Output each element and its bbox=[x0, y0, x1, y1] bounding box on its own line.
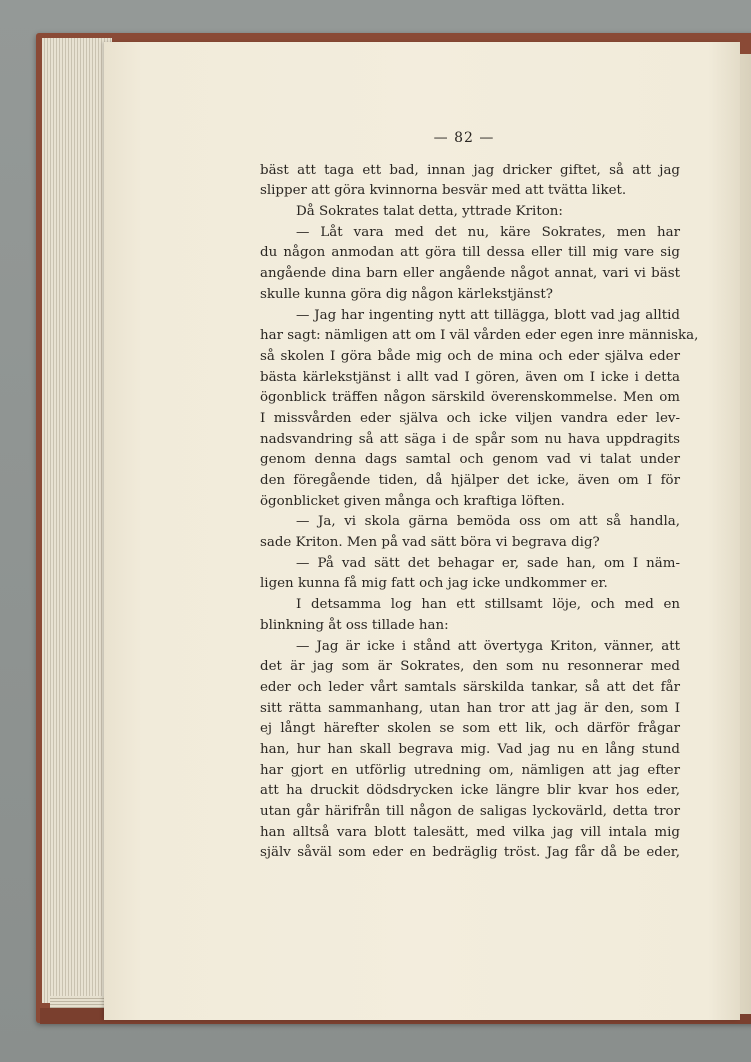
text-line: skulle kunna göra dig någon kärlekstjänst? bbox=[260, 286, 553, 302]
text-line: ligen kunna få mig fatt och jag icke undkommer er. bbox=[260, 576, 608, 592]
page-stack-edge bbox=[42, 38, 112, 1003]
text-line: han, hur han skall begrava mig. Vad jag nu en lång stund bbox=[260, 741, 680, 757]
text-line: — Jag har ingenting nytt att tillägga, blott vad jag alltid bbox=[296, 307, 680, 323]
text-line: genom denna dags samtal och genom vad vi talat under bbox=[260, 452, 680, 468]
text-line: du någon anmodan att göra till dessa eller till mig vare sig bbox=[260, 245, 680, 261]
text-line: I detsamma log han ett stillsamt löje, och med en bbox=[296, 597, 680, 613]
text-line: nadsvandring så att säga i de spår som nu hava uppdragits bbox=[260, 431, 680, 447]
text-line: att ha druckit dödsdrycken icke längre blir kvar hos eder, bbox=[260, 783, 680, 799]
text-line: har gjort en utförlig utredning om, nämligen att jag efter bbox=[260, 762, 680, 778]
text-line: — Jag är icke i stånd att övertyga Kriton, vänner, att bbox=[296, 638, 680, 654]
text-line: angående dina barn eller angående något annat, vari vi bäst bbox=[260, 266, 680, 282]
page-number: — 82 — bbox=[433, 130, 495, 146]
text-line: den föregående tiden, då hjälper det icke, även om I för bbox=[260, 473, 680, 489]
text-lines bbox=[260, 161, 699, 864]
text-line: ögonblick träffen någon särskild överenskommelse. Men om bbox=[260, 390, 680, 406]
text-line: ej långt härefter skolen se som ett lik, och därför frågar bbox=[260, 721, 680, 737]
text-line: det är jag som är Sokrates, den som nu resonnerar med bbox=[260, 659, 680, 675]
text-line: eder och leder vårt samtals särskilda tankar, så att det får bbox=[260, 679, 680, 695]
text-line: — Låt vara med det nu, käre Sokrates, men har bbox=[296, 224, 680, 240]
text-line: själv såväl som eder en bedräglig tröst. Jag får då be eder, bbox=[260, 845, 680, 861]
text-line: sade Kriton. Men på vad sätt böra vi begrava dig? bbox=[260, 535, 600, 551]
text-line: sitt rätta sammanhang, utan han tror att jag är den, som I bbox=[260, 700, 680, 716]
text-line: så skolen I göra både mig och de mina och eder själva eder bbox=[260, 348, 680, 364]
text-line: utan går härifrån till någon de saligas lyckovärld, detta tror bbox=[260, 804, 680, 820]
text-line: bäst att taga ett bad, innan jag dricker giftet, så att jag bbox=[260, 162, 680, 178]
text-line: slipper att göra kvinnorna besvär med att tvätta liket. bbox=[260, 183, 627, 199]
text-line: blinkning åt oss tillade han: bbox=[260, 617, 449, 633]
text-line: bästa kärlekstjänst i allt vad I gören, även om I icke i detta bbox=[260, 369, 680, 385]
text-line: I missvården eder själva och icke viljen vandra eder lev- bbox=[260, 410, 680, 426]
page-text bbox=[260, 128, 699, 864]
text-line: har sagt: nämligen att om I väl vården eder egen inre människa, bbox=[260, 328, 699, 344]
text-line: ögonblicket given många och kraftiga löften. bbox=[260, 493, 565, 509]
text-line: Då Sokrates talat detta, yttrade Kriton: bbox=[296, 204, 563, 220]
text-line: — Ja, vi skola gärna bemöda oss om att så handla, bbox=[296, 514, 680, 530]
text-line: han alltså vara blott talesätt, med vilka jag vill intala mig bbox=[260, 824, 680, 840]
text-line: — På vad sätt det behagar er, sade han, om I näm- bbox=[296, 555, 680, 571]
